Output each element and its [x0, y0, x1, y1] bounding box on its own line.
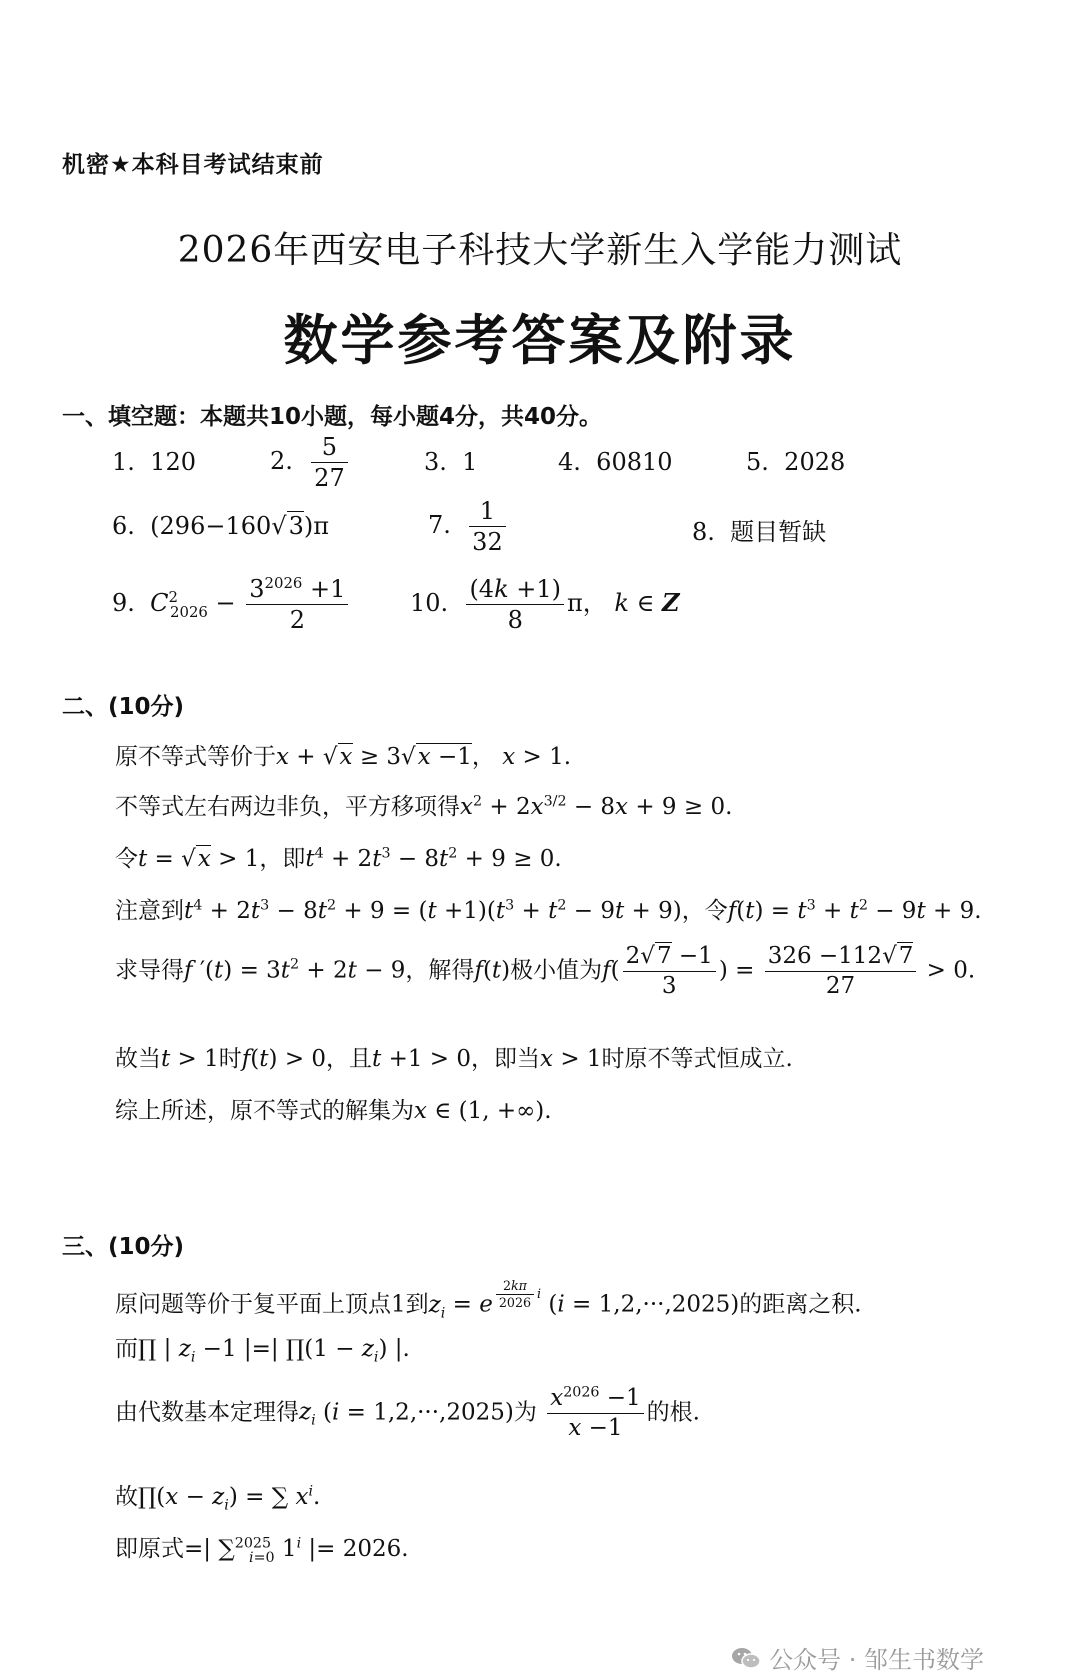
section2-line4: 注意到$t^4 + 2t^3 - 8t^2 + 9 = (t +1)(t^3 + t^2 - 9t + 9)$，令$f(t) = t^3 + t^2 - 9t + 9$.	[115, 897, 982, 924]
watermark-text: 公众号 · 邹生书数学	[769, 1646, 984, 1674]
section1-heading: 一、填空题：本题共10小题，每小题4分，共40分。	[62, 404, 603, 430]
section2-line6: 故当t > 1时f(t) > 0，且t +1 > 0，即当x > 1时原不等式恒成立.	[115, 1046, 793, 1072]
answer-3: 3. 1	[424, 448, 478, 476]
answer-6: 6. (296−160√3)π	[112, 512, 329, 540]
section3-heading: 三、(10分)	[62, 1234, 185, 1260]
watermark	[731, 1640, 984, 1675]
section3-line2: 而∏ | $z_i -1$ |=| ∏(1 − $z_i$) |.	[115, 1336, 410, 1366]
answer-1: 1. 120	[112, 448, 196, 476]
section2-line3: 令t = √x > 1，即$t^4 + 2t^3 - 8t^2 + 9 \ge 0$.	[115, 845, 562, 872]
section2-line2: 不等式左右两边非负，平方移项得$x^2 + 2x^{3/2} - 8x + 9 \ge 0$.	[115, 793, 733, 820]
document-title: 数学参考答案及附录	[283, 309, 797, 372]
answer-4: 4. 60810	[558, 448, 673, 476]
exam-title: 2026年西安电子科技大学新生入学能力测试	[177, 230, 903, 271]
section3-line1: 原问题等价于复平面上顶点1到$z_i = e$ $^{\frac{2k\pi}{2026} i}$ (i = 1,2,···,2025)的距离之积.	[115, 1278, 862, 1322]
answer-7: 7. $\frac{1}{32}$	[428, 496, 509, 557]
answer-2: 2. $\frac{5}{27}$	[270, 432, 351, 493]
section2-line7: 综上所述，原不等式的解集为x ∈ (1, +∞).	[115, 1098, 552, 1124]
answer-5: 5. 2028	[746, 448, 846, 476]
section3-line4: 故∏(x − $z_i$) = ∑ $x^i$.	[115, 1483, 321, 1514]
section3-line5: 即原式=| ∑$^{2025}_{i=0}$ 1$^i$ |= 2026.	[115, 1535, 409, 1566]
confidential-label: 机密★本科目考试结束前	[62, 152, 324, 178]
answer-9: 9. $C^2_{2026}$ − $\frac{3^{2026} +1}{2}$	[112, 574, 351, 635]
answer-10: 10. $\frac{(4k +1)}{8}$ π， k ∈ Z	[410, 575, 680, 634]
section2-line1: 原不等式等价于x + √x ≥ 3√x −1， x > 1.	[115, 744, 572, 770]
section2-heading: 二、(10分)	[62, 694, 185, 720]
answer-8: 8. 题目暂缺	[692, 518, 827, 546]
section2-line5: 求导得f $'(t) = 3t^2 + 2t - 9$，解得f(t)极小值为f( $\frac{2√7 -1}{3}$ ) = $\frac{326 -112√7}{27}$ > 0.	[115, 943, 976, 999]
section3-line3: 由代数基本定理得$z_i$ (i = 1,2,···,2025)为 $\frac{x^{2026} -1}{x -1}$ 的根.	[115, 1384, 700, 1441]
